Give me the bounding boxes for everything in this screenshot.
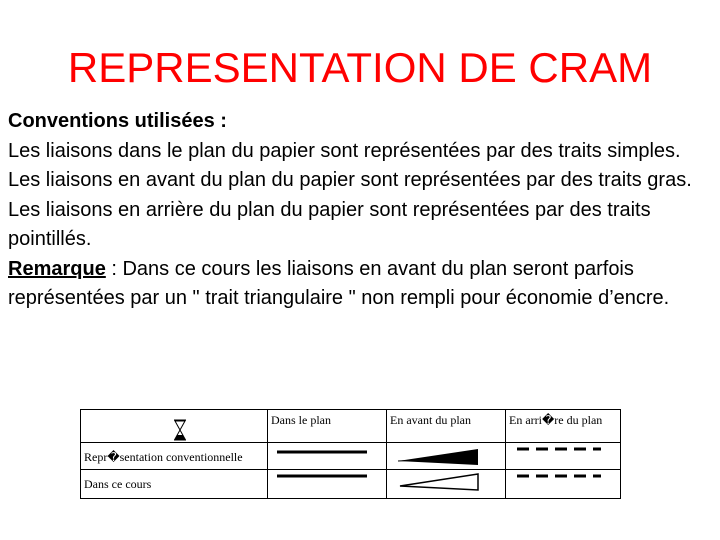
conventions-table: [80, 409, 621, 499]
header-dans-le-plan: Dans le plan: [268, 410, 387, 443]
plain-bond-cell: [268, 443, 387, 470]
hourglass-icon: [170, 418, 190, 442]
row-label-dans-ce-cours: Dans ce cours: [81, 470, 268, 499]
table-row: [81, 443, 621, 470]
dashed-bond-cell: [506, 443, 621, 470]
corner-cell: [81, 410, 268, 443]
dashed-bond-line: [509, 443, 617, 469]
plain-bond-cell: [268, 470, 387, 499]
open-wedge-cell: [387, 470, 506, 499]
remark-text: : Dans ce cours les liaisons en avant du plan seront parfois représentées par un " trait triangulaire " non rempli pour économie d’encre.: [8, 257, 670, 309]
dashed-bond-cell: [506, 470, 621, 499]
wedge-bond-cell: [387, 443, 506, 470]
paragraph-avant: Les liaisons en avant du plan du papier sont représentées par des traits gras.: [8, 169, 692, 191]
solid-wedge-bond: [390, 443, 502, 469]
remark-label: Remarque: [8, 257, 106, 280]
table-row: [81, 470, 621, 499]
plain-bond-line: [271, 443, 375, 469]
remark-paragraph: [8, 255, 718, 314]
plain-bond-line: [271, 470, 375, 498]
header-en-avant: En avant du plan: [387, 410, 506, 443]
paragraph-plan: Les liaisons dans le plan du papier sont représentées par des traits simples.: [8, 139, 681, 162]
body-text: [8, 107, 718, 314]
open-wedge-bond: [390, 470, 502, 498]
table-header-row: [81, 410, 621, 443]
paragraph-arriere: Les liaisons en arrière du plan du papier sont représentées par des traits pointillés.: [8, 198, 651, 250]
conventions-heading: Conventions utilisées :: [8, 110, 227, 132]
row-label-conventionnelle: Repr�sentation conventionnelle: [81, 443, 268, 470]
dashed-bond-line: [509, 470, 617, 498]
header-en-arriere: En arri�re du plan: [506, 410, 621, 443]
page-title: REPRESENTATION DE CRAM: [67, 44, 653, 91]
